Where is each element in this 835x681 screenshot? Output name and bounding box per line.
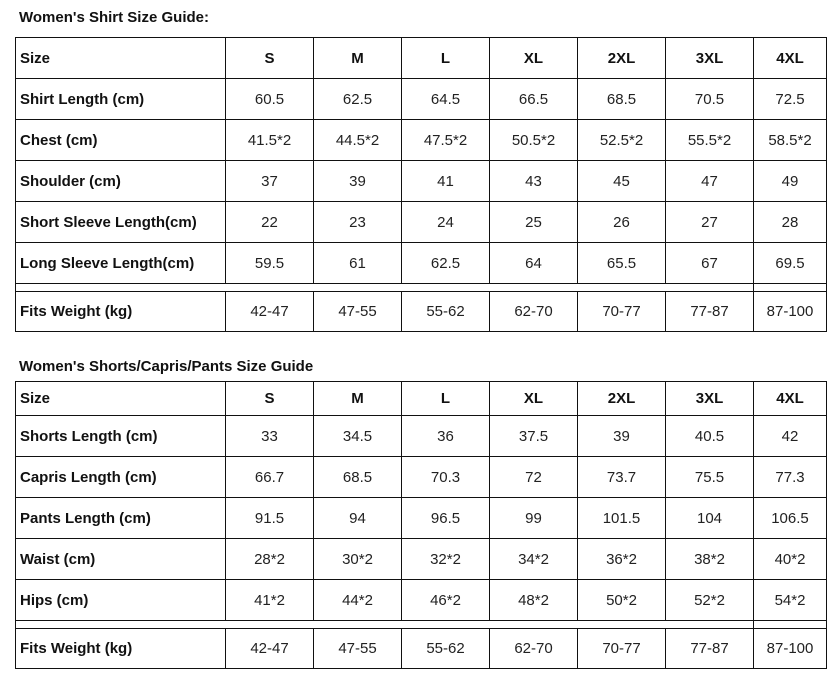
cell-value: 47.5*2 — [402, 120, 490, 161]
cell-value: 62.5 — [314, 79, 402, 120]
size-header-3xl: 3XL — [666, 38, 754, 79]
cell-value: 44.5*2 — [314, 120, 402, 161]
cell-value: 66.7 — [226, 457, 314, 498]
table-row-chest — [16, 120, 827, 161]
cell-value: 23 — [314, 202, 402, 243]
shirt-size-table — [15, 37, 827, 332]
cell-value: 46*2 — [402, 580, 490, 621]
cell-value: 62.5 — [402, 243, 490, 284]
cell-value: 27 — [666, 202, 754, 243]
cell-value: 87-100 — [754, 292, 827, 332]
cell-value: 38*2 — [666, 539, 754, 580]
table-row-capris-length — [16, 457, 827, 498]
cell-value: 87-100 — [754, 629, 827, 669]
cell-value: 42-47 — [226, 292, 314, 332]
cell-value: 39 — [578, 416, 666, 457]
cell-value: 91.5 — [226, 498, 314, 539]
cell-value: 94 — [314, 498, 402, 539]
cell-value: 34*2 — [490, 539, 578, 580]
size-header-xl: XL — [490, 382, 578, 416]
size-header-m: M — [314, 38, 402, 79]
cell-value: 41.5*2 — [226, 120, 314, 161]
table-row-shorts-length — [16, 416, 827, 457]
cell-value: 52.5*2 — [578, 120, 666, 161]
size-header-4xl: 4XL — [754, 38, 827, 79]
cell-value: 37.5 — [490, 416, 578, 457]
row-label: Chest (cm) — [16, 120, 226, 161]
table-row-long-sleeve — [16, 243, 827, 284]
cell-value: 64.5 — [402, 79, 490, 120]
cell-value: 62-70 — [490, 629, 578, 669]
cell-value: 72.5 — [754, 79, 827, 120]
cell-value: 28 — [754, 202, 827, 243]
cell-value: 101.5 — [578, 498, 666, 539]
cell-value: 24 — [402, 202, 490, 243]
cell-value: 41 — [402, 161, 490, 202]
cell-value: 30*2 — [314, 539, 402, 580]
table-row-fits-weight — [16, 629, 827, 669]
cell-value: 73.7 — [578, 457, 666, 498]
cell-value: 32*2 — [402, 539, 490, 580]
cell-value: 47-55 — [314, 629, 402, 669]
cell-value: 28*2 — [226, 539, 314, 580]
cell-value: 70.5 — [666, 79, 754, 120]
cell-value: 65.5 — [578, 243, 666, 284]
header-label: Size — [16, 38, 226, 79]
row-label: Shoulder (cm) — [16, 161, 226, 202]
header-label: Size — [16, 382, 226, 416]
cell-value: 37 — [226, 161, 314, 202]
cell-value: 66.5 — [490, 79, 578, 120]
spacer-row — [16, 621, 827, 629]
cell-value: 77-87 — [666, 292, 754, 332]
size-header-xl: XL — [490, 38, 578, 79]
cell-value: 49 — [754, 161, 827, 202]
table-row-waist — [16, 539, 827, 580]
cell-value: 68.5 — [578, 79, 666, 120]
spacer-cell — [754, 284, 827, 292]
row-label: Shirt Length (cm) — [16, 79, 226, 120]
shirt-size-guide-title: Women's Shirt Size Guide: — [19, 9, 209, 26]
cell-value: 58.5*2 — [754, 120, 827, 161]
cell-value: 40*2 — [754, 539, 827, 580]
cell-value: 36 — [402, 416, 490, 457]
cell-value: 75.5 — [666, 457, 754, 498]
table-row-pants-length — [16, 498, 827, 539]
size-header-3xl: 3XL — [666, 382, 754, 416]
size-header-2xl: 2XL — [578, 382, 666, 416]
cell-value: 70-77 — [578, 292, 666, 332]
cell-value: 77-87 — [666, 629, 754, 669]
table-row-hips — [16, 580, 827, 621]
size-header-m: M — [314, 382, 402, 416]
cell-value: 44*2 — [314, 580, 402, 621]
cell-value: 26 — [578, 202, 666, 243]
size-header-2xl: 2XL — [578, 38, 666, 79]
spacer-cell — [16, 284, 754, 292]
table-header-row — [16, 38, 827, 79]
cell-value: 104 — [666, 498, 754, 539]
table-header-row — [16, 382, 827, 416]
size-header-s: S — [226, 382, 314, 416]
cell-value: 25 — [490, 202, 578, 243]
cell-value: 22 — [226, 202, 314, 243]
cell-value: 48*2 — [490, 580, 578, 621]
cell-value: 52*2 — [666, 580, 754, 621]
table-row-shirt-length — [16, 79, 827, 120]
cell-value: 70-77 — [578, 629, 666, 669]
cell-value: 33 — [226, 416, 314, 457]
row-label: Capris Length (cm) — [16, 457, 226, 498]
cell-value: 43 — [490, 161, 578, 202]
spacer-row — [16, 284, 827, 292]
size-header-l: L — [402, 38, 490, 79]
table-row-fits-weight — [16, 292, 827, 332]
cell-value: 59.5 — [226, 243, 314, 284]
cell-value: 54*2 — [754, 580, 827, 621]
cell-value: 72 — [490, 457, 578, 498]
size-header-l: L — [402, 382, 490, 416]
cell-value: 68.5 — [314, 457, 402, 498]
cell-value: 42 — [754, 416, 827, 457]
row-label: Shorts Length (cm) — [16, 416, 226, 457]
cell-value: 60.5 — [226, 79, 314, 120]
cell-value: 96.5 — [402, 498, 490, 539]
cell-value: 47-55 — [314, 292, 402, 332]
row-label: Long Sleeve Length(cm) — [16, 243, 226, 284]
pants-size-guide-title: Women's Shorts/Capris/Pants Size Guide — [19, 358, 314, 375]
cell-value: 55.5*2 — [666, 120, 754, 161]
row-label: Hips (cm) — [16, 580, 226, 621]
row-label: Fits Weight (kg) — [16, 292, 226, 332]
cell-value: 47 — [666, 161, 754, 202]
cell-value: 36*2 — [578, 539, 666, 580]
cell-value: 64 — [490, 243, 578, 284]
cell-value: 45 — [578, 161, 666, 202]
row-label: Waist (cm) — [16, 539, 226, 580]
cell-value: 55-62 — [402, 292, 490, 332]
cell-value: 69.5 — [754, 243, 827, 284]
table-row-shoulder — [16, 161, 827, 202]
cell-value: 55-62 — [402, 629, 490, 669]
size-header-s: S — [226, 38, 314, 79]
cell-value: 41*2 — [226, 580, 314, 621]
cell-value: 42-47 — [226, 629, 314, 669]
pants-size-table — [15, 381, 827, 669]
cell-value: 50*2 — [578, 580, 666, 621]
cell-value: 62-70 — [490, 292, 578, 332]
cell-value: 99 — [490, 498, 578, 539]
cell-value: 40.5 — [666, 416, 754, 457]
cell-value: 70.3 — [402, 457, 490, 498]
spacer-cell — [754, 621, 827, 629]
cell-value: 50.5*2 — [490, 120, 578, 161]
table-row-short-sleeve — [16, 202, 827, 243]
spacer-cell — [16, 621, 754, 629]
cell-value: 67 — [666, 243, 754, 284]
cell-value: 61 — [314, 243, 402, 284]
row-label: Pants Length (cm) — [16, 498, 226, 539]
cell-value: 77.3 — [754, 457, 827, 498]
size-header-4xl: 4XL — [754, 382, 827, 416]
cell-value: 106.5 — [754, 498, 827, 539]
row-label: Short Sleeve Length(cm) — [16, 202, 226, 243]
cell-value: 34.5 — [314, 416, 402, 457]
row-label: Fits Weight (kg) — [16, 629, 226, 669]
cell-value: 39 — [314, 161, 402, 202]
